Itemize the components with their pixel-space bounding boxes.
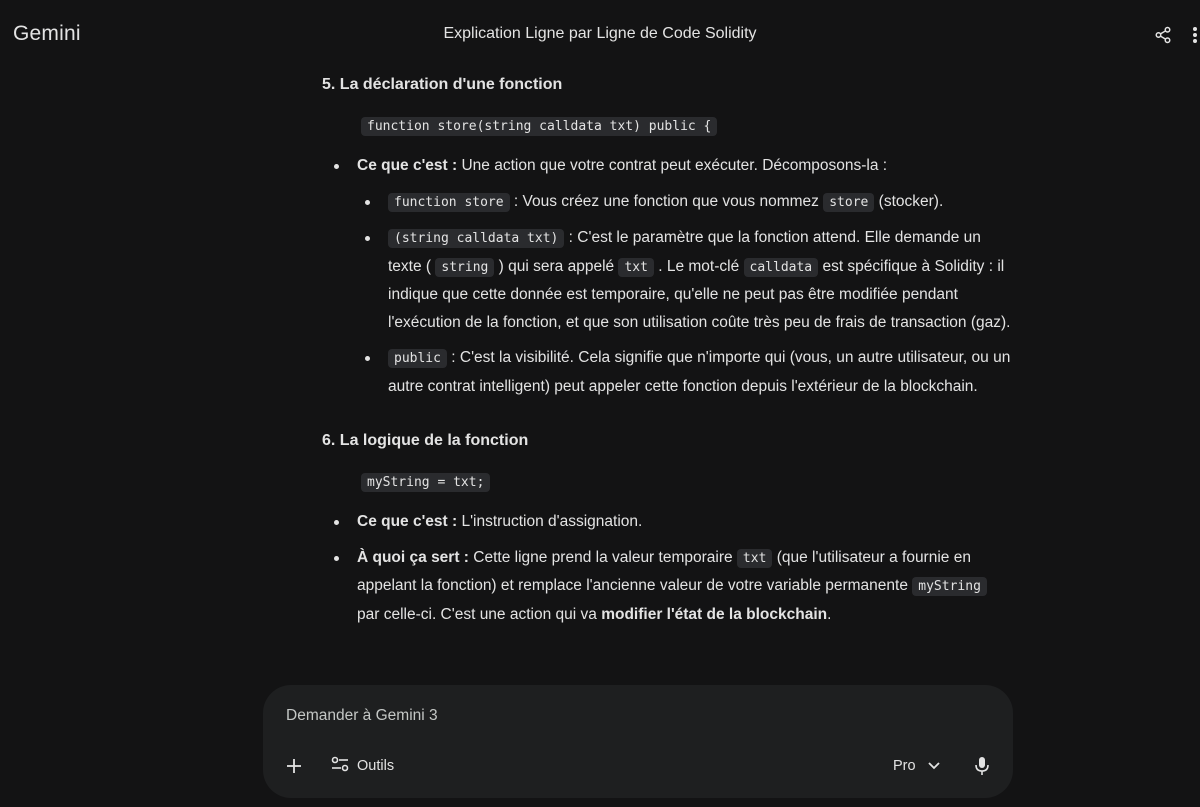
inline-code: calldata [744,258,819,277]
item-text: : Vous créez une fonction que vous nommez [509,192,824,210]
item-text: : C'est la visibilité. Cela signifie que n'importe qui (vous, un autre utilisateur, ou un autre contrat intelligent) peut appeler cette fonction depuis l'extérieur de la blockchain. [388,349,1011,395]
content-fade [0,640,1200,686]
inline-code: store [823,193,874,212]
item-text: : C'est le paramètre que la fonction attend. Elle demande un texte ( [388,229,981,275]
conversation-title[interactable]: Explication Ligne par Ligne de Code Solidity [443,25,757,42]
section-5-code-block [361,112,1012,138]
inline-code: myString [912,577,987,596]
item-text: (stocker). [874,192,944,210]
inline-code: txt [618,258,653,277]
list-item [388,224,1012,336]
emphasis-text: modifier l'état de la blockchain [601,605,828,623]
item-text: par celle-ci. C'est une action qui va [357,605,602,623]
top-bar [0,0,1200,70]
prompt-composer [263,685,1013,798]
item-text: Cette ligne prend la valeur temporaire [468,548,737,566]
prompt-input[interactable]: Demander à Gemini 3 [286,707,438,724]
section-5-sublist [357,188,1012,401]
list-item [388,188,1012,217]
bullet-label: Ce que c'est : [357,513,458,530]
list-item [388,344,1012,400]
section-6-title: 6. La logique de la fonction [322,432,529,449]
tools-button[interactable] [331,755,394,777]
section-6-list [322,508,1012,628]
inline-code: txt [737,549,772,568]
section-5-list [322,152,1012,400]
response-content [322,72,1012,636]
section-5-title: 5. La déclaration d'une fonction [322,76,563,93]
bullet-text: Une action que votre contrat peut exécuter. Décomposons-la : [457,157,888,174]
item-text: ) qui sera appelé [494,257,619,275]
list-item [357,508,1012,536]
model-label: Pro [893,758,916,774]
section-6-code: myString = txt; [361,473,490,492]
item-text: (que l'utilisateur a fournie en appelant la fonction) et remplace l'ancienne valeur de votre variable permanente [357,548,971,594]
section-5-code: function store(string calldata txt) public { [361,117,717,136]
bullet-label: Ce que c'est : [357,157,458,174]
list-item [357,152,1012,400]
model-selector[interactable] [893,755,940,777]
bullet-text: L'instruction d'assignation. [457,513,643,530]
item-text: est spécifique à Solidity : il indique que cette donnée est temporaire, qu'elle ne peut pas être modifiée pendant l'exécution de la fonction, et que son utilisation coûte très peu de frais de transaction (gaz). [388,257,1011,331]
share-icon[interactable] [1152,24,1174,46]
section-6-code-block [361,468,1012,494]
microphone-icon[interactable] [971,755,993,777]
item-text: . [827,605,832,623]
chevron-down-icon [928,758,940,774]
plus-icon[interactable] [283,755,305,777]
more-vertical-icon[interactable] [1190,24,1200,46]
inline-code: public [388,349,447,368]
inline-code: function store [388,193,510,212]
item-text: . Le mot-clé [653,257,744,275]
tools-icon [331,756,349,776]
bullet-label: À quoi ça sert : [357,548,469,566]
inline-code: (string calldata txt) [388,229,564,248]
list-item [357,544,1012,629]
app-logo[interactable]: Gemini [13,22,81,45]
inline-code: string [435,258,494,277]
tools-label: Outils [357,758,395,774]
top-actions [1152,24,1200,46]
